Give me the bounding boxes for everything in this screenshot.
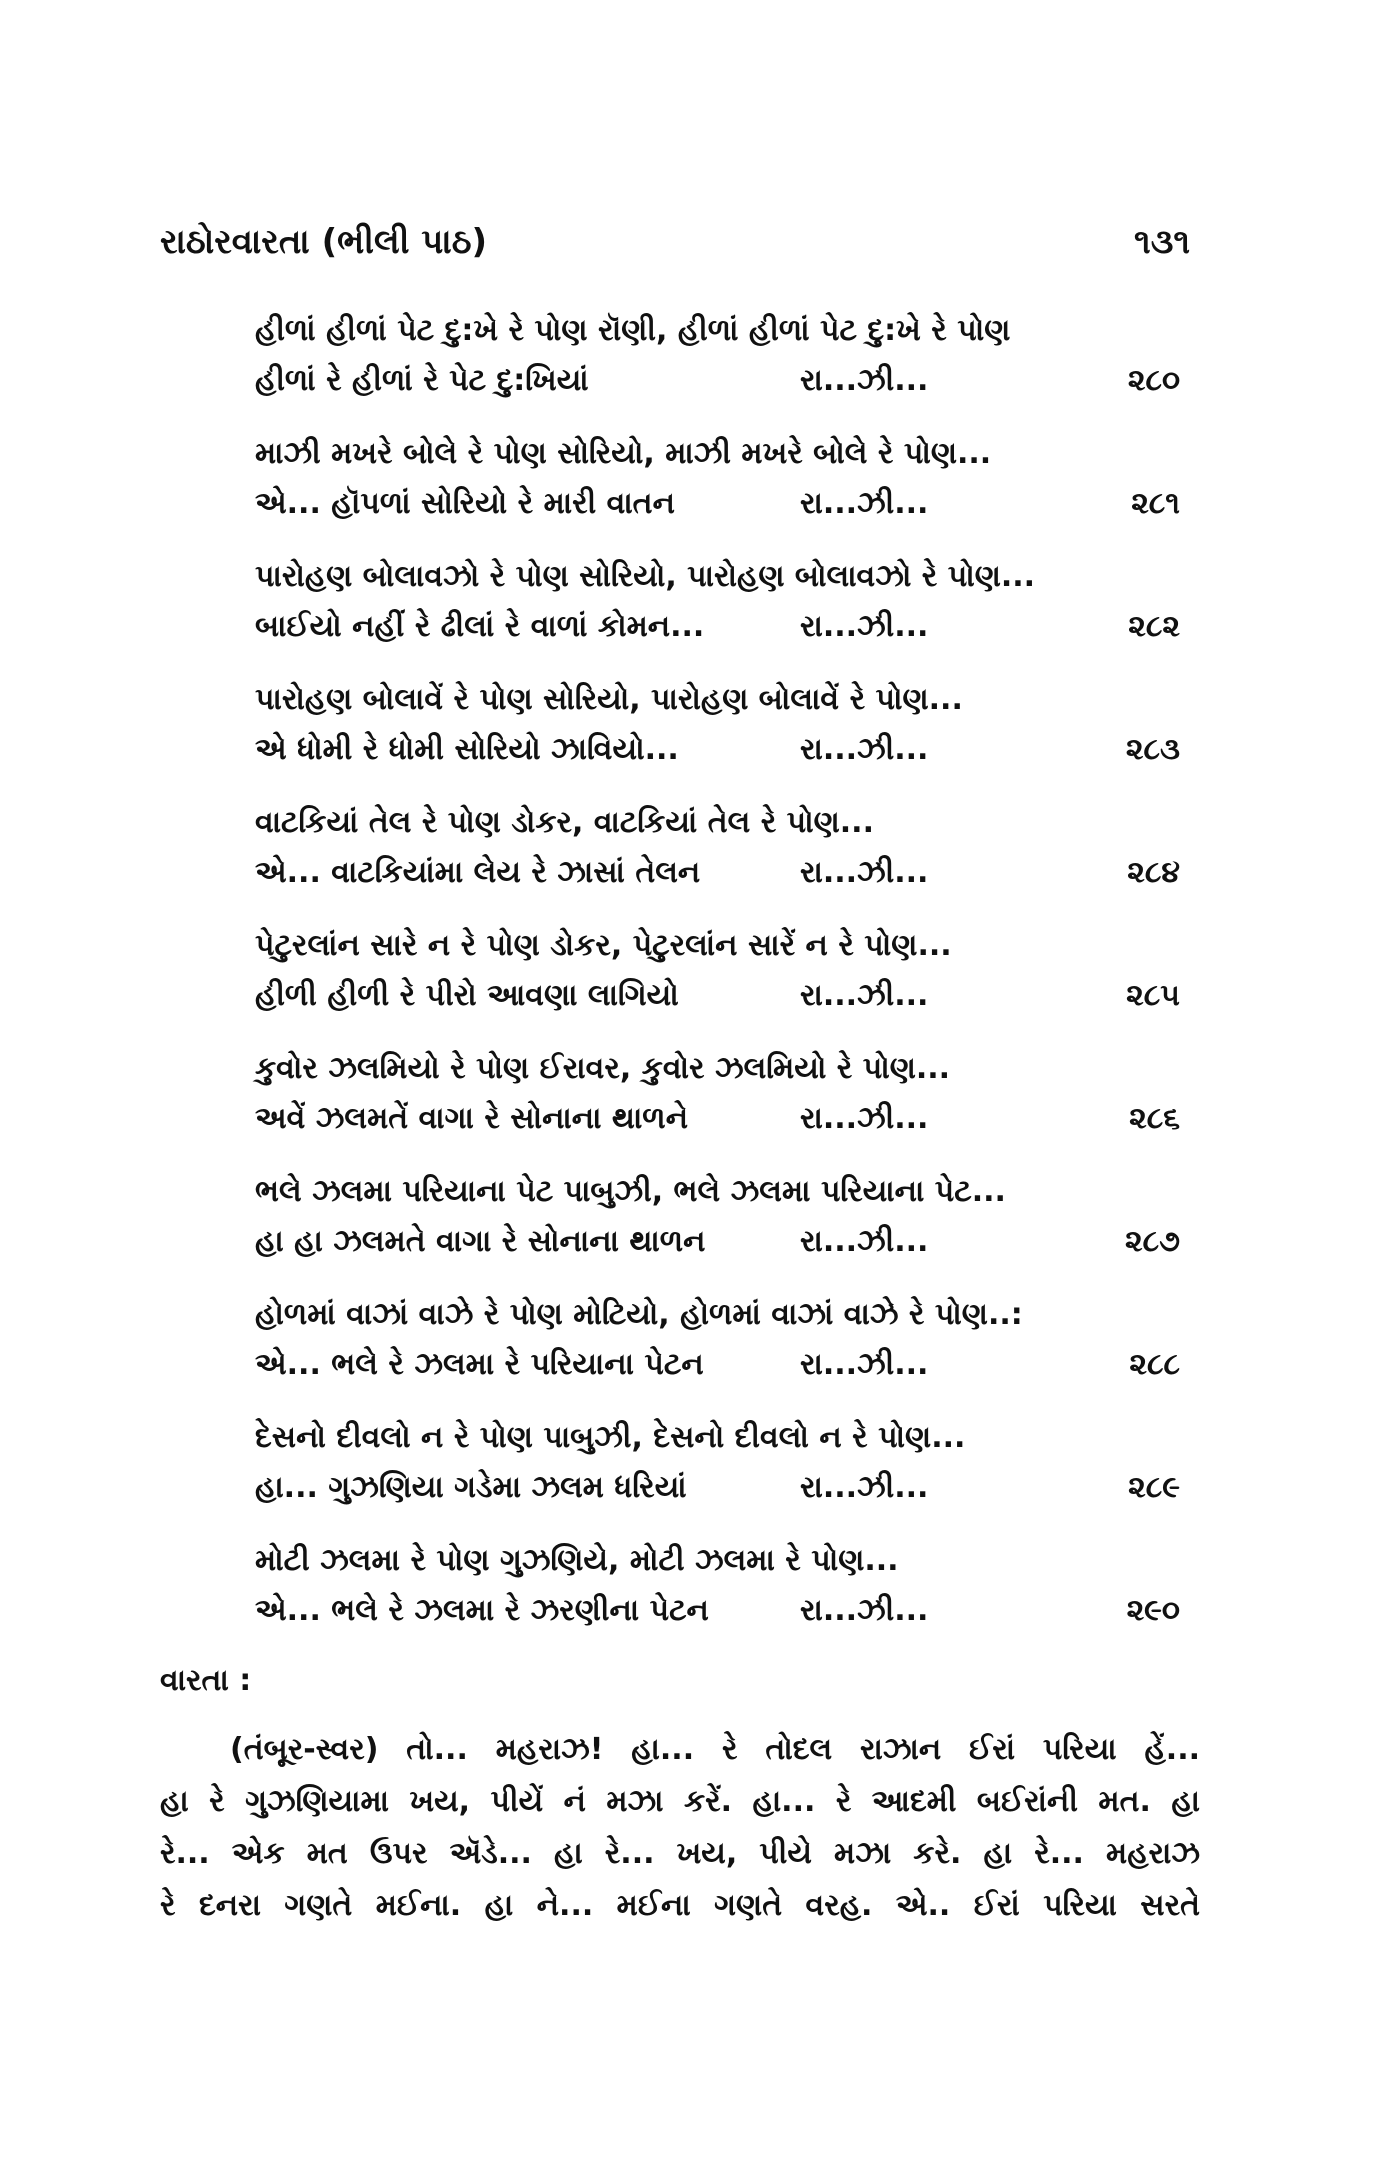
verse-line-2: એ... ભલે રે ઝલમા રે પરિયાના પેટન રા...ઝી... ૨૮૮ (255, 1340, 1180, 1390)
prose-paragraph (160, 1724, 1200, 1932)
verse-line-2: હીળી હીળી રે પીરો આવણા લાગિયો રા...ઝી... ૨૮૫ (255, 971, 1180, 1021)
verse-refrain: રા...ઝી... (800, 1224, 929, 1259)
verse-line-1: કુવોર ઝલમિયો રે પોણ ઈરાવર, કુવોર ઝલમિયો રે પોણ... (255, 1051, 951, 1086)
verse-line-2: એ... હૉપળાં સોરિયો રે મારી વાતન રા...ઝી... ૨૮૧ (255, 479, 1180, 529)
verse-refrain: રા...ઝી... (800, 609, 929, 644)
prose-line: હા રે ગુઝણિયામા ખય, પીયેં નં મઝા કરેં. હા... રે આદમી બઈરાંની મત. હા (160, 1784, 1200, 1819)
verse-number: ૨૮૮ (1129, 1347, 1180, 1382)
section-heading: વારતા : (160, 1663, 252, 1698)
verse-line-1: પારોહણ બોલાવેં રે પોણ સોરિયો, પારોહણ બોલાવેં રે પોણ... (255, 682, 963, 717)
verse-line-2: હા હા ઝલમતે વાગા રે સોનાના થાળન રા...ઝી... ૨૮૭ (255, 1217, 1180, 1267)
verse-line-1: મોટી ઝલમા રે પોણ ગુઝણિયે, મોટી ઝલમા રે પોણ... (255, 1543, 899, 1578)
verse-refrain: રા...ઝી... (800, 1347, 929, 1382)
verse-number: ૨૮૩ (1125, 732, 1180, 767)
verse-line-2: એ ધોમી રે ધોમી સોરિયો ઝાવિયો... રા...ઝી... ૨૮૩ (255, 725, 1180, 775)
verse-number: ૨૮૫ (1126, 978, 1180, 1013)
verse-number: ૨૮૦ (1127, 363, 1180, 398)
verse-line-2: અવેં ઝલમતેં વાગા રે સોનાના થાળને રા...ઝી... ૨૮૬ (255, 1094, 1180, 1144)
verse-line-1: હોળમાં વાઝાં વાઝે રે પોણ મોટિયો, હોળમાં વાઝાં વાઝે રે પોણ..: (255, 1297, 1023, 1332)
prose-line: રે... એક મત ઉપર ઍડે... હા રે... ખય, પીયે મઝા કરે. હા રે... મહરાઝ (160, 1836, 1200, 1871)
prose-line: રે દનરા ગણતે મઈના. હા ને... મઈના ગણતે વરહ. એ.. ઈરાં પરિયા સરતે (160, 1888, 1200, 1923)
prose-line: (તંબૂર-સ્વર) તો... મહરાઝ! હા... રે તોદલ રાઝાન ઈરાં પરિયા હેં... (230, 1732, 1200, 1767)
verse-refrain: રા...ઝી... (800, 363, 929, 398)
verse-line-1: ભલે ઝલમા પરિયાના પેટ પાબુઝી, ભલે ઝલમા પરિયાના પેટ... (255, 1174, 1006, 1209)
verse-number: ૨૮૪ (1127, 855, 1180, 890)
verse-line-1: વાટકિયાં તેલ રે પોણ ડોકર, વાટકિયાં તેલ રે પોણ... (255, 805, 874, 840)
verse-number: ૨૮૯ (1128, 1470, 1180, 1505)
verse-refrain: રા...ઝી... (800, 1101, 929, 1136)
verse-line-1: દેસનો દીવલો ન રે પોણ પાબુઝી, દેસનો દીવલો ન રે પોણ... (255, 1420, 966, 1455)
verse-refrain: રા...ઝી... (800, 855, 929, 890)
verse (255, 1413, 1180, 1536)
verse-line-2: એ... વાટકિયાંમા લેય રે ઝાસાં તેલન રા...ઝી... ૨૮૪ (255, 848, 1180, 898)
running-title: રાઠોરવારતા (ભીલી પાઠ) (160, 222, 488, 262)
verse-line-1: માઝી મખરે બોલે રે પોણ સોરિયો, માઝી મખરે બોલે રે પોણ... (255, 436, 992, 471)
verse-number: ૨૮૧ (1131, 486, 1180, 521)
verse-line-2: બાઈયો નહીં રે ઢીલાં રે વાળાં કોમન... રા...ઝી... ૨૮૨ (255, 602, 1180, 652)
verse-refrain: રા...ઝી... (800, 486, 929, 521)
verse-line-2: હા... ગુઝણિયા ગડેમા ઝલમ ધરિયાં રા...ઝી... ૨૮૯ (255, 1463, 1180, 1513)
verse-refrain: રા...ઝી... (800, 978, 929, 1013)
verse (255, 921, 1180, 1044)
verse-number: ૨૮૭ (1125, 1224, 1180, 1259)
verse-number: ૨૯૦ (1126, 1593, 1180, 1628)
verse-line-2: એ... ભલે રે ઝલમા રે ઝરણીના પેટન રા...ઝી... ૨૯૦ (255, 1586, 1180, 1636)
verse (255, 1290, 1180, 1413)
verse-list (255, 306, 1180, 1659)
verse (255, 429, 1180, 552)
verse (255, 1044, 1180, 1167)
verse (255, 306, 1180, 429)
verse (255, 675, 1180, 798)
verse-refrain: રા...ઝી... (800, 732, 929, 767)
verse-number: ૨૮૬ (1129, 1101, 1180, 1136)
verse-line-2: હીળાં રે હીળાં રે પેટ દુ:ખિયાં રા...ઝી... ૨૮૦ (255, 356, 1180, 406)
verse-number: ૨૮૨ (1128, 609, 1180, 644)
verse-line-1: હીળાં હીળાં પેટ દુ:ખે રે પોણ રૉણી, હીળાં હીળાં પેટ દુ:ખે રે પોણ (255, 313, 1011, 348)
verse (255, 1167, 1180, 1290)
verse-refrain: રા...ઝી... (800, 1593, 929, 1628)
verse-line-1: પારોહણ બોલાવઝો રે પોણ સોરિયો, પારોહણ બોલાવઝો રે પોણ... (255, 559, 1036, 594)
verse (255, 1536, 1180, 1659)
verse (255, 798, 1180, 921)
page-header (160, 222, 1190, 272)
verse-refrain: રા...ઝી... (800, 1470, 929, 1505)
page-number: ૧૩૧ (1134, 222, 1190, 262)
verse (255, 552, 1180, 675)
verse-line-1: પેટુરલાંન સારે ન રે પોણ ડોકર, પેટુરલાંન સારેં ન રે પોણ... (255, 928, 952, 963)
